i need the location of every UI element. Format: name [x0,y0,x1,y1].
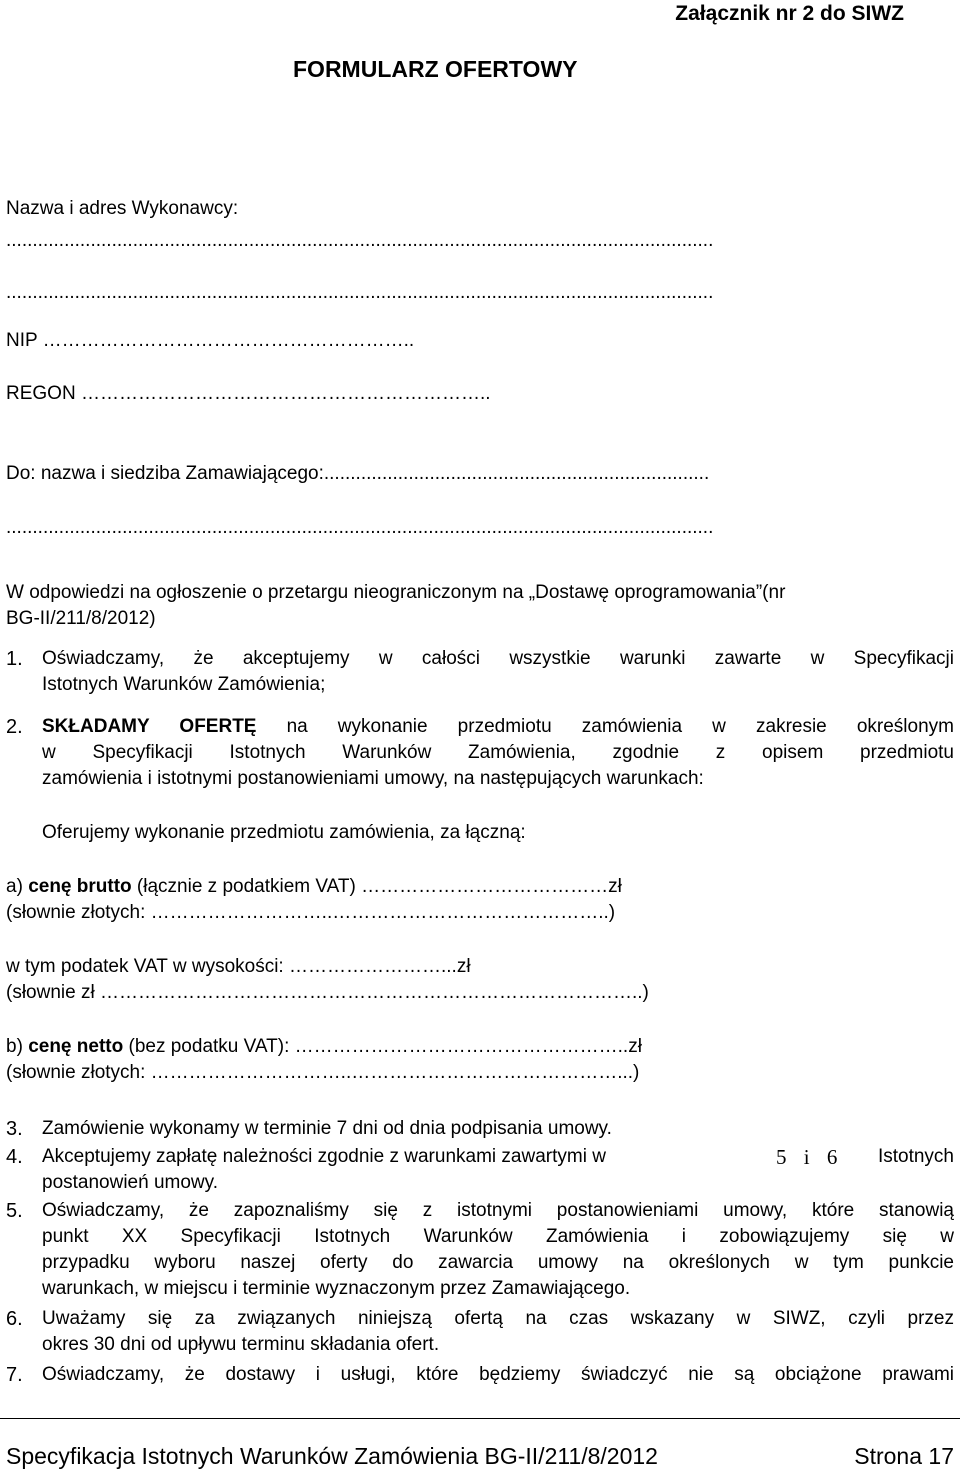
item-2-number: 2. [6,716,23,738]
item-2-bold: SKŁADAMY OFERTĘ [42,716,257,737]
attachment-label: Załącznik nr 2 do SIWZ [675,2,904,25]
item-7-line-1: Oświadczamy, że dostawy i usługi, które będziemy świadczyć nie są obciążone prawami [42,1364,954,1385]
price-net-words: (słownie złotych: …………………………..……………………………………...) [6,1062,640,1083]
item-5-line-4: warunkach, w miejscu i terminie wyznaczonym przez Zamawiającego. [42,1278,631,1299]
item-6-line-2: okres 30 dni od upływu terminu składania ofert. [42,1334,440,1355]
item-7-number: 7. [6,1364,23,1386]
vat-line: w tym podatek VAT w wysokości: ……………………...zł [6,956,471,977]
offer-line: Oferujemy wykonanie przedmiotu zamówienia, za łączną: [42,822,526,843]
item-2-line-1-text: na wykonanie przedmiotu zamówienia w zakresie określonym [256,716,954,737]
page-title: FORMULARZ OFERTOWY [293,56,578,82]
item-4-line-1b: Istotnych [877,1146,954,1167]
recipient-label: Do: nazwa i siedziba Zamawiającego:......................................................................... [6,463,710,484]
item-4-line-2: postanowień umowy. [42,1172,219,1193]
contractor-line-2: ...................................................................................................................................... [6,282,714,303]
item-4-number: 4. [6,1146,23,1168]
price-gross-line [6,874,622,900]
item-5-line-2: punkt XX Specyfikacji Istotnych Warunków Zamówienia i zobowiązujemy się w [42,1226,954,1247]
item-5-line-3: przypadku wyboru naszej oferty do zawarcia umowy na określonych w tym punkcie [42,1252,954,1273]
recipient-line-2: ...................................................................................................................................... [6,517,714,538]
price-gross-rest: (łącznie z podatkiem VAT) …………………………………zł [131,876,622,897]
item-1-number: 1. [6,648,23,670]
item-6-line-1: Uważamy się za związanych niniejszą ofertą na czas wskazany w SIWZ, czyli przez [42,1308,954,1329]
item-2-line-3: zamówienia i istotnymi postanowieniami umowy, na następujących warunkach: [42,768,704,789]
price-gross-label: cenę brutto [28,876,132,897]
item-1-line-2: Istotnych Warunków Zamówienia; [42,674,326,695]
item-3-line-1: Zamówienie wykonamy w terminie 7 dni od dnia podpisania umowy. [42,1118,612,1139]
vat-words: (słownie zł …………………………………………………………………………..) [6,982,649,1003]
footer-document-name: Specyfikacja Istotnych Warunków Zamówienia BG-II/211/8/2012 [6,1443,658,1469]
price-net-line [6,1034,642,1060]
footer-divider [0,1418,960,1419]
nip-line: NIP ………………………………………………….. [6,330,415,351]
intro-line-2: BG-II/211/8/2012) [6,608,156,629]
item-4-reference: 5 i 6 [776,1145,844,1169]
regon-line: REGON ……………………………………………………….. [6,383,491,404]
price-net-prefix: b) [6,1036,29,1057]
item-1-line-1: Oświadczamy, że akceptujemy w całości wszystkie warunki zawarte w Specyfikacji [42,648,954,669]
item-5-number: 5. [6,1200,23,1222]
item-3-number: 3. [6,1118,23,1140]
item-5-line-1: Oświadczamy, że zapoznaliśmy się z istotnymi postanowieniami umowy, które stanowią [42,1200,954,1221]
price-net-label: cenę netto [28,1036,124,1057]
price-gross-prefix: a) [6,876,29,897]
contractor-label: Nazwa i adres Wykonawcy: [6,198,239,219]
footer-page-number: Strona 17 [854,1443,954,1469]
item-4-line-1a: Akceptujemy zapłatę należności zgodnie z warunkami zawartymi w [42,1146,606,1167]
item-6-number: 6. [6,1308,23,1330]
intro-line-1: W odpowiedzi na ogłoszenie o przetargu nieograniczonym na „Dostawę oprogramowania”(nr [6,582,786,603]
item-2-line-1 [42,714,954,740]
price-net-rest: (bez podatku VAT): ……………………………………………..zł [123,1036,642,1057]
price-gross-words: (słownie złotych: ………………………..……………………………………..) [6,902,616,923]
item-2-line-2: w Specyfikacji Istotnych Warunków Zamówienia, zgodnie z opisem przedmiotu [42,742,954,763]
contractor-line-1: ...................................................................................................................................... [6,230,714,251]
